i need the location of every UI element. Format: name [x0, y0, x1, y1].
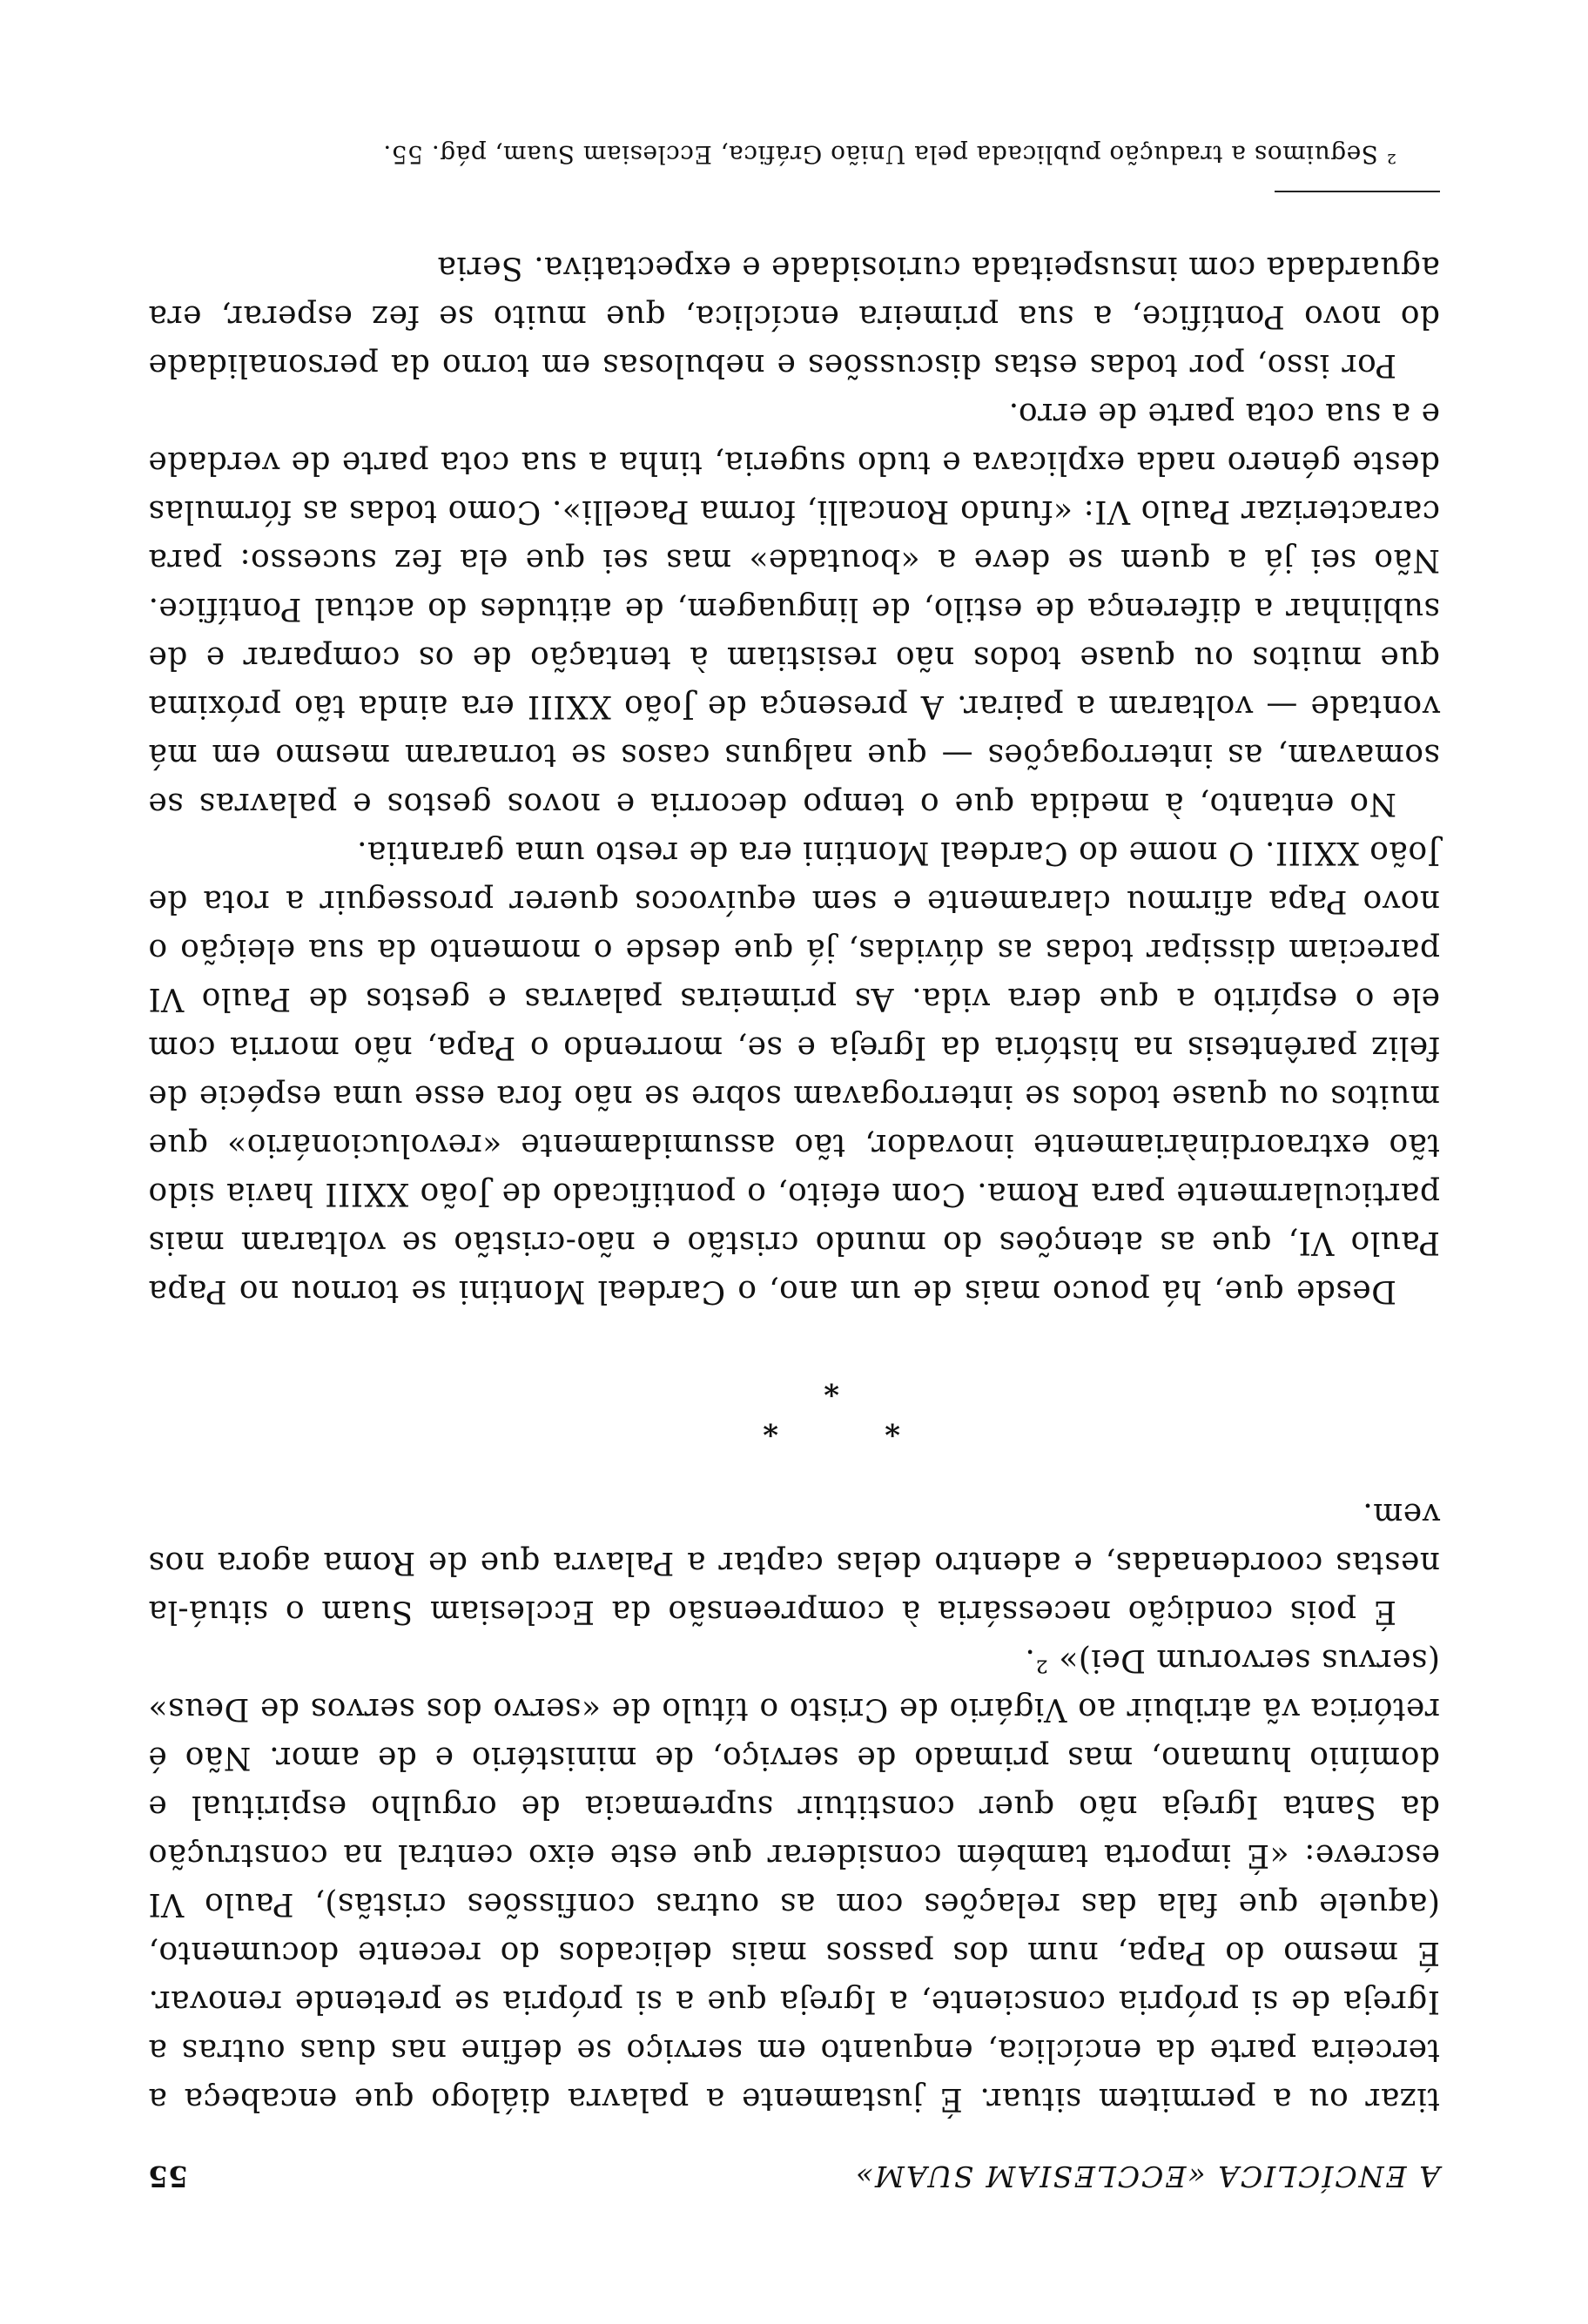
separator-star: * [824, 1367, 839, 1402]
section-separator [148, 1315, 1440, 1489]
paragraph-paulo-vi: Desde que, há pouco mais de um ano, o Cardeal Montini se tornou no Papa Paulo VI, que as atenções do mundo cristão e não-cristão se voltaram mais particularmente para Roma. Com efeito, o pontificado de João XXIII havia sido tão extraordinàriamente inovador, tão assumidamente «revolucionário» que muitos ou quase todos se interrogavam sobre se não fora esse uma espécie de feliz parêntesis na história da Igreja e se, morrendo o Papa, não morria com ele o espírito a que dera vida. As primeiras palavras e gestos de Paulo VI pareciam dissipar todas as dúvidas, já que desde o momento da sua eleição o novo Papa afirmou claramente e sem equívocos querer prosseguir a rota de João XXIII. O nome do Cardeal Montini era de resto uma garantia. [148, 835, 1440, 1309]
paragraph-continuation: tizar ou a permitem situar. É justamente a palavra diálogo que encabeça a terceira parte da encíclica, enquanto em serviço se define nas duas outras a Igreja de si própria consciente, a Igreja que a si própria se pretende renovar. É mesmo do Papa, num dos passos mais delicados do recente documento, (aquele que fala das relações com as outras confissões cristãs), Paulo VI escreve: «É importa também considerar que este eixo central na construção da Santa Igreja não quer constituir supremacia de orgulho espiritual e domínio humano, mas primado de serviço, de ministério e de amor. Não é retórica vã atribuir ao Vigário de Cristo o título de «servo dos servos de Deus» (servus servorum Dei)» ². [148, 1642, 1440, 2117]
paragraph-por-isso: Por isso, por todas estas discussões e nebulosas em torno da personalidade do novo Pontífice, a sua primeira encíclica, que muito se fez esperar, era aguardada com insuspeitada curiosidade e expectativa. Seria [148, 250, 1440, 383]
paragraph-ecclesiam-suam: É pois condição necessária à compreensão da Ecclesiam Suam o situá-la nestas coordenadas, e adentro delas captar a Palavra que de Roma agora nos vem. [148, 1496, 1440, 1629]
paragraph-no-entanto: No entanto, à medida que o tempo decorria e novos gestos e palavras se somavam, as interrogações — que nalguns casos se tornaram mesmo em má vontade — voltaram a pairar. A presença de João XXIII era ainda tão próxima que muitos ou quase todos não resistiam à tentação de os comparar e de sublinhar a diferença de estilo, de linguagem, de atitudes do actual Pontífice. Não sei já a quem se deve a «boutade» mas sei que ela fez sucesso: para caracterizar Paulo VI: «fundo Roncalli, forma Pacelli». Como todas as fórmulas deste género nada explicava e tudo sugeria, tinha a sua cota parte de verdade e a sua cota parte de erro. [148, 396, 1440, 822]
separator-star: * [763, 1407, 778, 1442]
separator-star: * [885, 1407, 900, 1442]
footnote: ² Seguimos a tradução publicada pela União Gráfica, Ecclesiam Suam, pág. 55. [382, 140, 1396, 169]
page-number: 55 [148, 2159, 188, 2193]
running-title: A ENCÍCLICA «ECCLESIAM SUAM» [853, 2159, 1440, 2193]
footnote-divider [1275, 191, 1440, 192]
page-header [148, 2159, 1440, 2193]
